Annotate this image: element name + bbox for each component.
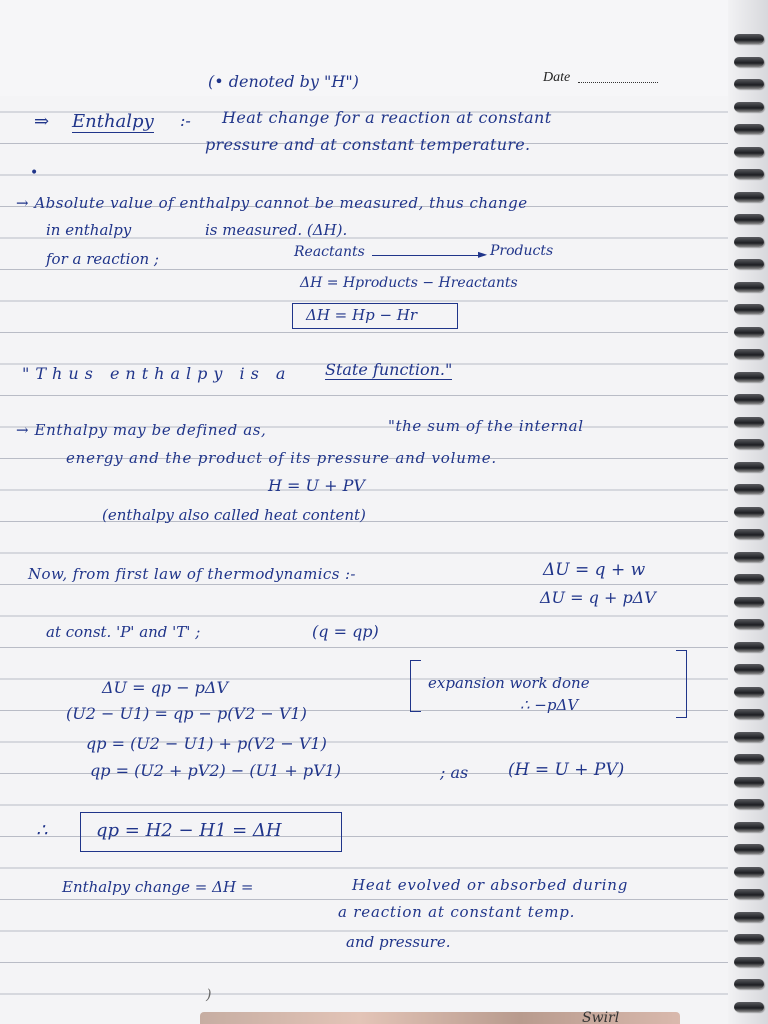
- spiral-coil: [734, 484, 764, 494]
- expansion-work-formula: ∴ −pΔV: [520, 696, 579, 714]
- derivation-eq3: qp = (U2 − U1) + p(V2 − V1): [86, 734, 327, 753]
- spiral-coil: [734, 349, 764, 359]
- spiral-coil: [734, 552, 764, 562]
- spiral-coil: [734, 192, 764, 202]
- derivation-eq2: (U2 − U1) = qp − p(V2 − V1): [66, 704, 307, 723]
- spiral-coil: [734, 102, 764, 112]
- definition-line1: Heat change for a reaction at constant: [222, 108, 552, 127]
- spiral-coil: [734, 822, 764, 832]
- spiral-coil: [734, 282, 764, 292]
- spiral-coil: [734, 372, 764, 382]
- sum-line1-a: → Enthalpy may be defined as,: [16, 421, 267, 439]
- derivation-eq4: qp = (U2 + pV2) − (U1 + pV1): [90, 761, 342, 780]
- spiral-coil: [734, 574, 764, 584]
- enthalpy-term: Enthalpy: [72, 111, 154, 132]
- therefore-symbol: ∴: [36, 820, 48, 841]
- definition-line2: pressure and at constant temperature.: [205, 135, 531, 154]
- products-label: Products: [490, 243, 554, 259]
- spiral-coil: [734, 79, 764, 89]
- spiral-coil: [734, 979, 764, 989]
- summary-line2: a reaction at constant temp.: [338, 903, 576, 921]
- spiral-coil: [734, 417, 764, 427]
- state-function-text: "Thus enthalpy is a: [22, 364, 292, 383]
- spiral-coil: [734, 394, 764, 404]
- summary-line1-b: Heat evolved or absorbed during: [352, 876, 629, 894]
- absolute-line1: → Absolute value of enthalpy cannot be measured, thus change: [16, 194, 528, 212]
- reaction-arrow-icon: [372, 255, 482, 256]
- spiral-coil: [734, 844, 764, 854]
- reactants-label: Reactants: [294, 244, 365, 260]
- spiral-coil: [734, 867, 764, 877]
- denoted-note: (• denoted by "H"): [208, 72, 359, 91]
- date-label: Date: [543, 70, 571, 85]
- spiral-coil: [734, 462, 764, 472]
- spiral-coil: [734, 34, 764, 44]
- right-bracket: [676, 650, 687, 718]
- h-equals-u-plus-pv: H = U + PV: [268, 476, 365, 495]
- spiral-coil: [734, 597, 764, 607]
- reaction-arrow-head-icon: ►: [478, 247, 488, 261]
- first-law-expansion: ΔU = q + pΔV: [540, 588, 656, 607]
- first-law-equation: ΔU = q + w: [543, 560, 646, 580]
- spiral-coil: [734, 304, 764, 314]
- heat-content-note: (enthalpy also called heat content): [102, 506, 366, 524]
- spiral-coil: [734, 709, 764, 719]
- left-bracket: [410, 660, 421, 712]
- spiral-coil: [734, 732, 764, 742]
- spiral-coil: [734, 934, 764, 944]
- qp-equals-delta-h: qp = H2 − H1 = ΔH: [96, 820, 282, 841]
- first-law-text: Now, from first law of thermodynamics :-: [28, 565, 356, 583]
- spiral-coil: [734, 169, 764, 179]
- date-line: [578, 82, 658, 83]
- definition-separator: :-: [180, 111, 191, 130]
- absolute-line2-a: in enthalpy: [46, 221, 132, 239]
- spiral-coil: [734, 259, 764, 269]
- spiral-coil: [734, 619, 764, 629]
- spiral-coil: [734, 754, 764, 764]
- spiral-coil: [734, 957, 764, 967]
- spiral-coil: [734, 237, 764, 247]
- spiral-coil: [734, 889, 764, 899]
- spiral-coil: [734, 664, 764, 674]
- summary-line3: and pressure.: [346, 933, 451, 951]
- spiral-coil: [734, 327, 764, 337]
- spiral-coil: [734, 214, 764, 224]
- spiral-coil: [734, 687, 764, 697]
- spiral-coil: [734, 1002, 764, 1012]
- signature: Swirl: [582, 1010, 620, 1024]
- spiral-coil: [734, 642, 764, 652]
- constant-conditions: at const. 'P' and 'T' ;: [46, 623, 201, 641]
- expansion-work-note: expansion work done: [428, 674, 590, 692]
- spiral-coil: [734, 507, 764, 517]
- spiral-coil: [734, 529, 764, 539]
- spiral-coil: [734, 57, 764, 67]
- definition-arrow: ⇒: [34, 111, 50, 132]
- spiral-coil: [734, 799, 764, 809]
- spiral-coil: [734, 147, 764, 157]
- derivation-eq1: ΔU = qp − pΔV: [102, 678, 229, 697]
- summary-line1-a: Enthalpy change = ΔH =: [62, 878, 254, 896]
- spiral-coil: [734, 124, 764, 134]
- spiral-coil: [734, 912, 764, 922]
- spiral-binding: [728, 0, 768, 1024]
- sum-line2: energy and the product of its pressure and volume.: [66, 449, 497, 467]
- boxed-enthalpy-equation: ΔH = Hp − Hr: [306, 306, 418, 324]
- as-label: ; as: [440, 763, 469, 782]
- state-function-term: State function.": [325, 360, 453, 379]
- spiral-coil: [734, 439, 764, 449]
- h-definition-reminder: (H = U + PV): [508, 760, 625, 780]
- q-equals-qp: (q = qp): [312, 622, 379, 641]
- absolute-line2-b: is measured. (ΔH).: [205, 221, 348, 239]
- stray-mark: ): [206, 987, 212, 1003]
- bullet-dot: •: [30, 165, 39, 181]
- for-reaction-label: for a reaction ;: [46, 250, 159, 268]
- spiral-coil: [734, 777, 764, 787]
- enthalpy-change-equation: ΔH = Hproducts − Hreactants: [300, 275, 518, 291]
- sum-line1-b: "the sum of the internal: [388, 417, 584, 435]
